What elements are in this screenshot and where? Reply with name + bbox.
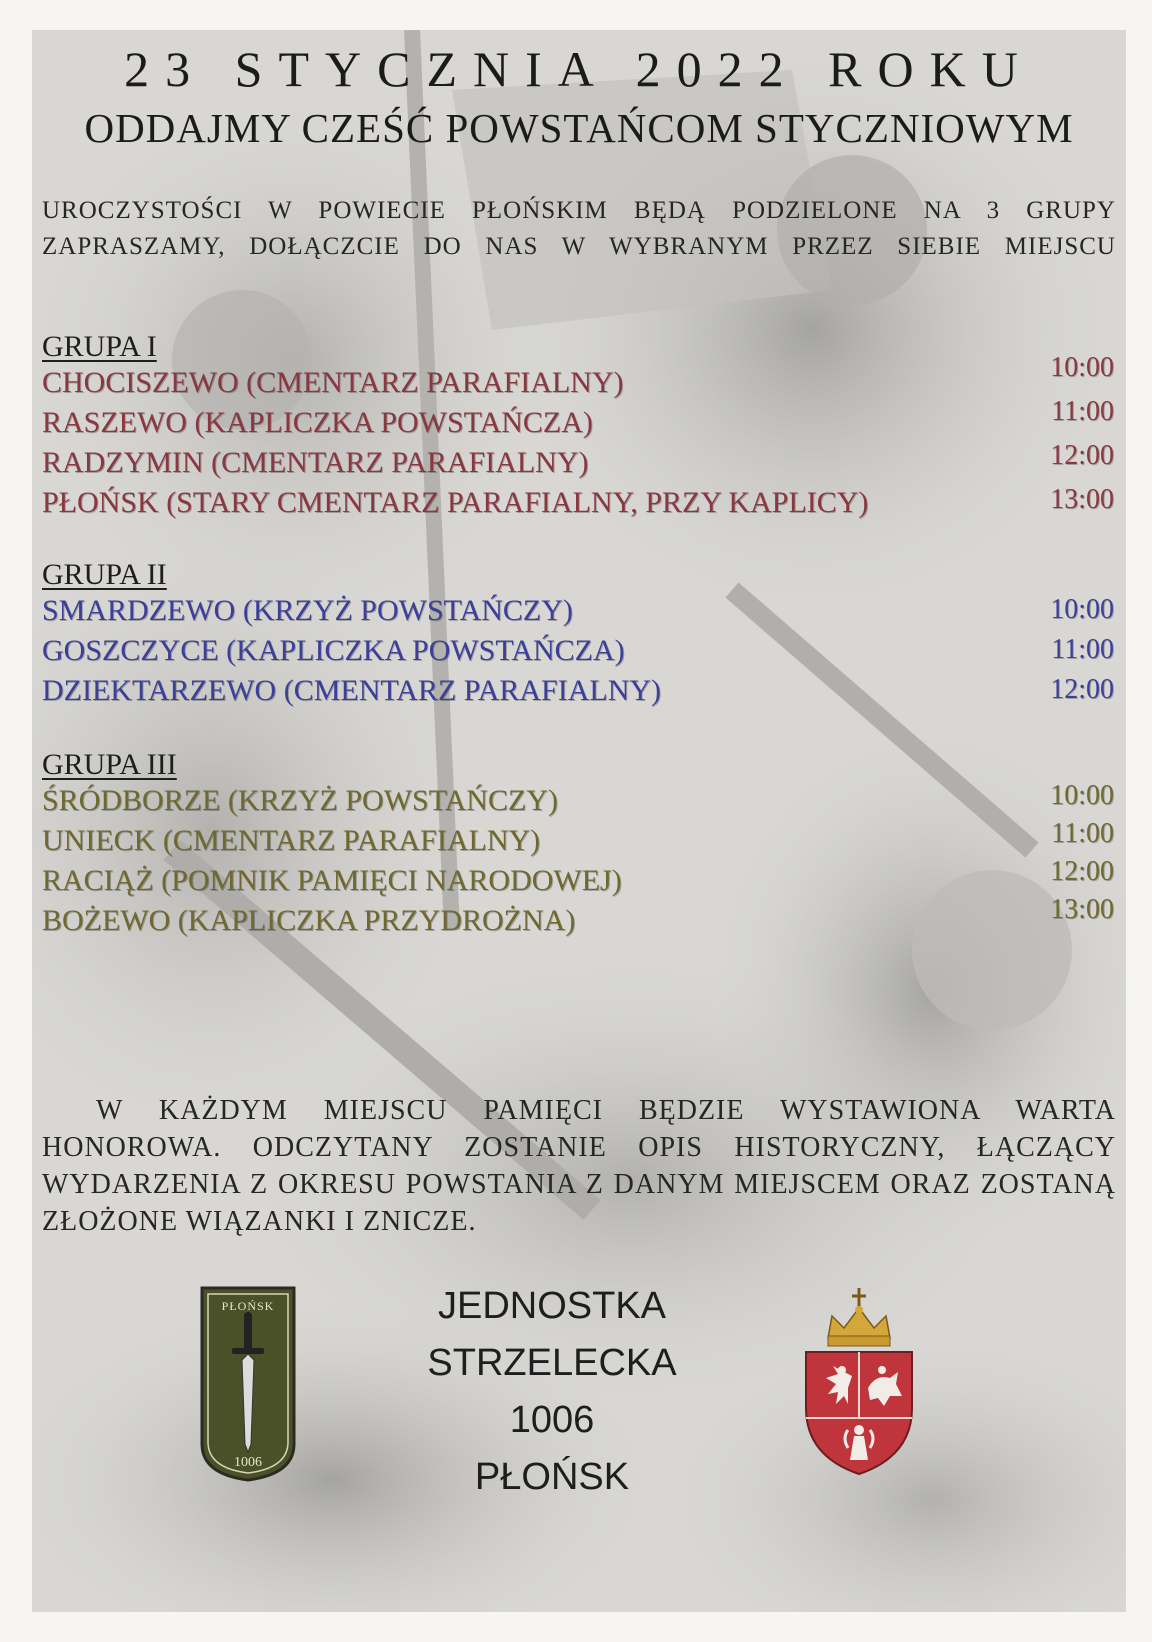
location-name: UNIECK (CMENTARZ PARAFIALNY) [42,824,541,857]
schedule-row [42,396,1122,446]
poster-title: 23 STYCZNIA 2022 ROKU [124,41,1034,97]
intro-line: ZAPRASZAMY, DOŁĄCZCIE DO NAS W WYBRANYM PRZEZ SIEBIE MIEJSCU [42,233,1116,260]
group-title: GRUPA II [42,558,167,591]
unit-name [402,1278,702,1506]
schedule-row [42,674,1122,714]
event-time: 10:00 [1050,352,1114,383]
unit-name-line: JEDNOSTKA [437,1285,667,1327]
coat-of-arms-right [798,1278,920,1478]
emblem-bottom-text: 1006 [234,1455,262,1470]
event-time: 10:00 [1050,780,1114,811]
event-time: 13:00 [1050,894,1114,925]
location-name: RADZYMIN (CMENTARZ PARAFIALNY) [42,446,589,479]
group-3 [42,748,1122,944]
group-title: GRUPA I [42,330,157,363]
poster [32,30,1126,1612]
event-time: 12:00 [1050,856,1114,887]
location-name: BOŻEWO (KAPLICZKA PRZYDROŻNA) [42,904,576,937]
location-name: GOSZCZYCE (KAPLICZKA POWSTAŃCZA) [42,634,625,667]
location-name: SMARDZEWO (KRZYŻ POWSTAŃCZY) [42,594,573,627]
location-name: RASZEWO (KAPLICZKA POWSTAŃCZA) [42,406,593,439]
location-name: RACIĄŻ (POMNIK PAMIĘCI NARODOWEJ) [42,864,622,897]
dagger-shield-icon [198,1284,298,1484]
group-1 [42,330,1122,526]
crowned-coat-of-arms-icon [798,1278,920,1478]
group-title: GRUPA III [42,748,177,781]
schedule-row [42,440,1122,486]
event-time: 11:00 [1051,396,1114,427]
intro-text [42,193,1116,265]
schedule-row [42,894,1122,944]
unit-number: 1006 [509,1399,595,1441]
event-time: 13:00 [1050,484,1114,515]
emblem-top-text: PŁOŃSK [221,1299,275,1313]
poster-subtitle: ODDAJMY CZEŚĆ POWSTAŃCOM STYCZNIOWYM [84,105,1074,151]
event-time: 12:00 [1050,674,1114,705]
location-name: DZIEKTARZEWO (CMENTARZ PARAFIALNY) [42,674,662,707]
unit-emblem-left [198,1284,298,1484]
unit-city: PŁOŃSK [474,1456,630,1498]
schedule-row [42,856,1122,904]
schedule-row [42,634,1122,674]
poster-content [32,30,1126,1612]
location-name: PŁOŃSK (STARY CMENTARZ PARAFIALNY, PRZY KAPLICY) [42,486,869,519]
schedule-row [42,486,1122,526]
event-time: 11:00 [1051,818,1114,849]
ceremony-description-text: W KAŻDYM MIEJSCU PAMIĘCI BĘDZIE WYSTAWIONA WARTA HONOROWA. ODCZYTANY ZOSTANIE OPIS HISTORYCZNY, ŁĄCZĄCY WYDARZENIA Z OKRESU POWSTANIA Z DANYM MIEJSCEM ORAZ ZOSTANĄ ZŁOŻONE WIĄZANKI I ZNICZE. [42,1095,1116,1237]
schedule-row [42,818,1122,864]
schedule-row [42,594,1122,634]
location-name: CHOCISZEWO (CMENTARZ PARAFIALNY) [42,366,624,399]
intro-line: UROCZYSTOŚCI W POWIECIE PŁOŃSKIM BĘDĄ PODZIELONE NA 3 GRUPY [42,197,1116,224]
event-time: 10:00 [1050,594,1114,625]
event-time: 12:00 [1050,440,1114,471]
schedule-row [42,780,1122,824]
schedule-row [42,352,1122,406]
location-name: ŚRÓDBORZE (KRZYŻ POWSTAŃCZY) [42,784,558,817]
ceremony-description [42,1092,1116,1240]
group-2 [42,558,1122,714]
event-time: 11:00 [1051,634,1114,665]
unit-name-line: STRZELECKA [427,1342,677,1384]
